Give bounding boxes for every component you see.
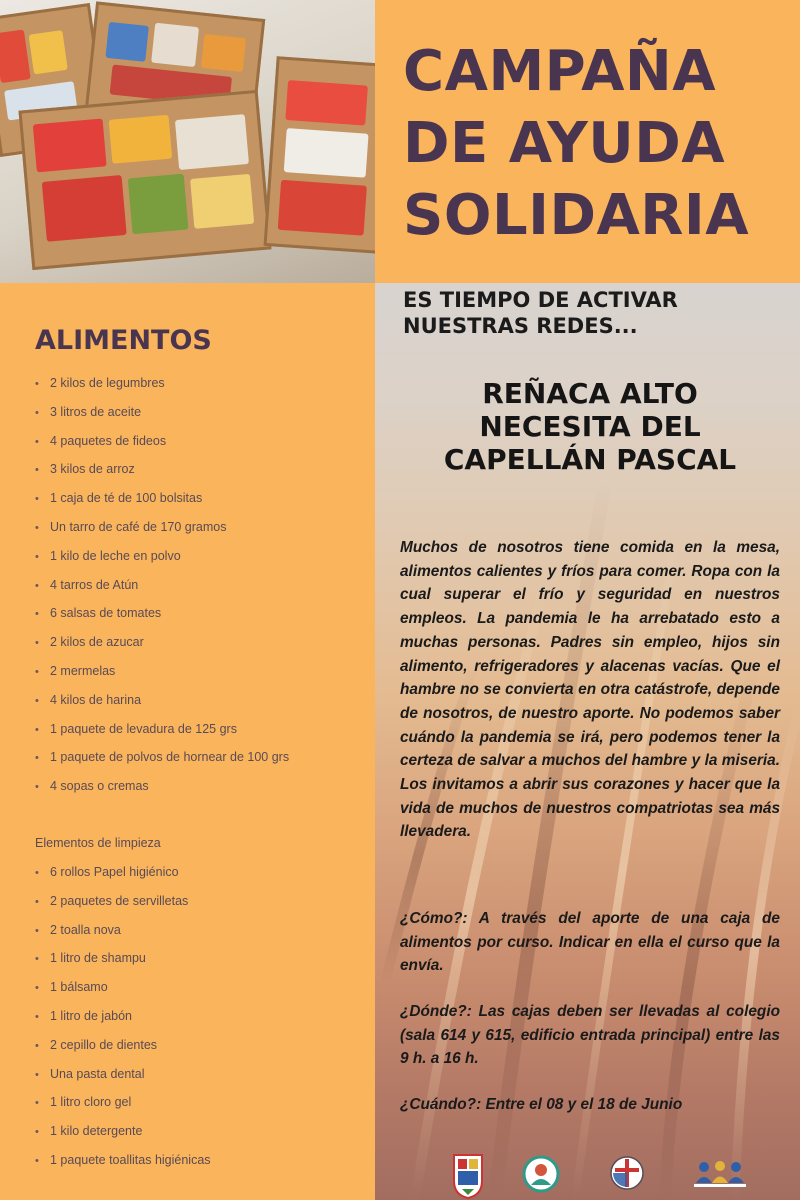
list-item: • 4 sopas o cremas (35, 772, 289, 801)
list-item: • 3 litros de aceite (35, 398, 289, 427)
list-item: • 1 bálsamo (35, 973, 211, 1002)
headline-line: CAPELLÁN PASCAL (443, 443, 737, 476)
food-list (35, 369, 289, 801)
list-item: • 6 rollos Papel higiénico (35, 858, 211, 887)
tagline-line: ES TIEMPO DE ACTIVAR (403, 288, 678, 312)
title-line: DE AYUDA (403, 111, 726, 176)
list-item: • 2 paquetes de servilletas (35, 887, 211, 916)
crest-logo (452, 1153, 484, 1199)
list-item: • 2 cepillo de dientes (35, 1031, 211, 1060)
list-item: • 4 paquetes de fideos (35, 427, 289, 456)
list-item: • 1 caja de té de 100 bolsitas (35, 484, 289, 513)
list-item: • 4 tarros de Atún (35, 571, 289, 600)
list-item: • 1 litro cloro gel (35, 1088, 211, 1117)
list-item: • 1 kilo detergente (35, 1117, 211, 1146)
cleaning-section-title: Elementos de limpieza (35, 836, 161, 850)
supplies-column (0, 283, 375, 1200)
list-item: • 2 mermelas (35, 657, 289, 686)
list-item: • 4 kilos de harina (35, 686, 289, 715)
headline-line: REÑACA ALTO (482, 377, 698, 410)
food-boxes-photo (0, 0, 375, 283)
list-item: • 2 kilos de legumbres (35, 369, 289, 398)
circle-emblem-logo (522, 1155, 560, 1193)
list-item: • 1 paquete de polvos de hornear de 100 grs (35, 743, 289, 772)
list-item: • 1 paquete de levadura de 125 grs (35, 715, 289, 744)
people-group-logo (690, 1159, 750, 1189)
headline-line: NECESITA DEL (479, 410, 701, 443)
donation-box (18, 90, 271, 270)
title-line: SOLIDARIA (403, 183, 750, 248)
tagline-line: NUESTRAS REDES... (403, 314, 638, 338)
cross-emblem-logo (609, 1155, 645, 1191)
donation-box (264, 56, 375, 254)
list-item: • 6 salsas de tomates (35, 599, 289, 628)
message-panel (375, 283, 800, 1200)
cleaning-list (35, 858, 211, 1175)
headline (395, 377, 785, 476)
title-block (375, 0, 800, 283)
logos-row (0, 1153, 800, 1200)
list-item: • Un tarro de café de 170 gramos (35, 513, 289, 542)
list-item: • 1 kilo de leche en polvo (35, 542, 289, 571)
when-paragraph: ¿Cuándo?: Entre el 08 y el 18 de Junio (400, 1096, 683, 1113)
where-paragraph: ¿Dónde?: Las cajas deben ser llevadas al colegio (sala 614 y 615, edificio entrada principal) entre las 9 h. a 16 h. (400, 1003, 780, 1068)
appeal-paragraph: Muchos de nosotros tiene comida en la mesa, alimentos calientes y fríos para comer. Ropa con la cual superar el frío y seguridad en nuestros empleos. La pandemia le ha arrebatado esto a muchas personas. Padres sin empleo, hijos sin alimento, refrigeradores y alacenas vacías. Que el hambre no se convierta en otra catástrofe, depende de nosotros, de nuestro aporte. No podemos saber cuándo la pandemia se irá, pero podemos tener la certeza de salvar a muchos del hambre y la miseria. Los invitamos a abrir sus corazones y hacer que la vida de muchos de nuestros compatriotas sea más llevadera. (400, 539, 780, 841)
how-paragraph: ¿Cómo?: A través del aporte de una caja de alimentos por curso. Indicar en ella el curso que la envía. (400, 910, 780, 975)
list-item: • 1 litro de shampu (35, 944, 211, 973)
title-line: CAMPAÑA (403, 39, 717, 104)
list-item: • 1 litro de jabón (35, 1002, 211, 1031)
tagline (403, 287, 783, 339)
list-item: • 1 paquete toallitas higiénicas (35, 1146, 211, 1175)
list-item: • Una pasta dental (35, 1060, 211, 1089)
list-item: • 2 toalla nova (35, 916, 211, 945)
food-section-title: ALIMENTOS (35, 325, 212, 356)
list-item: • 2 kilos de azucar (35, 628, 289, 657)
list-item: • 3 kilos de arroz (35, 455, 289, 484)
page-title (403, 36, 793, 252)
